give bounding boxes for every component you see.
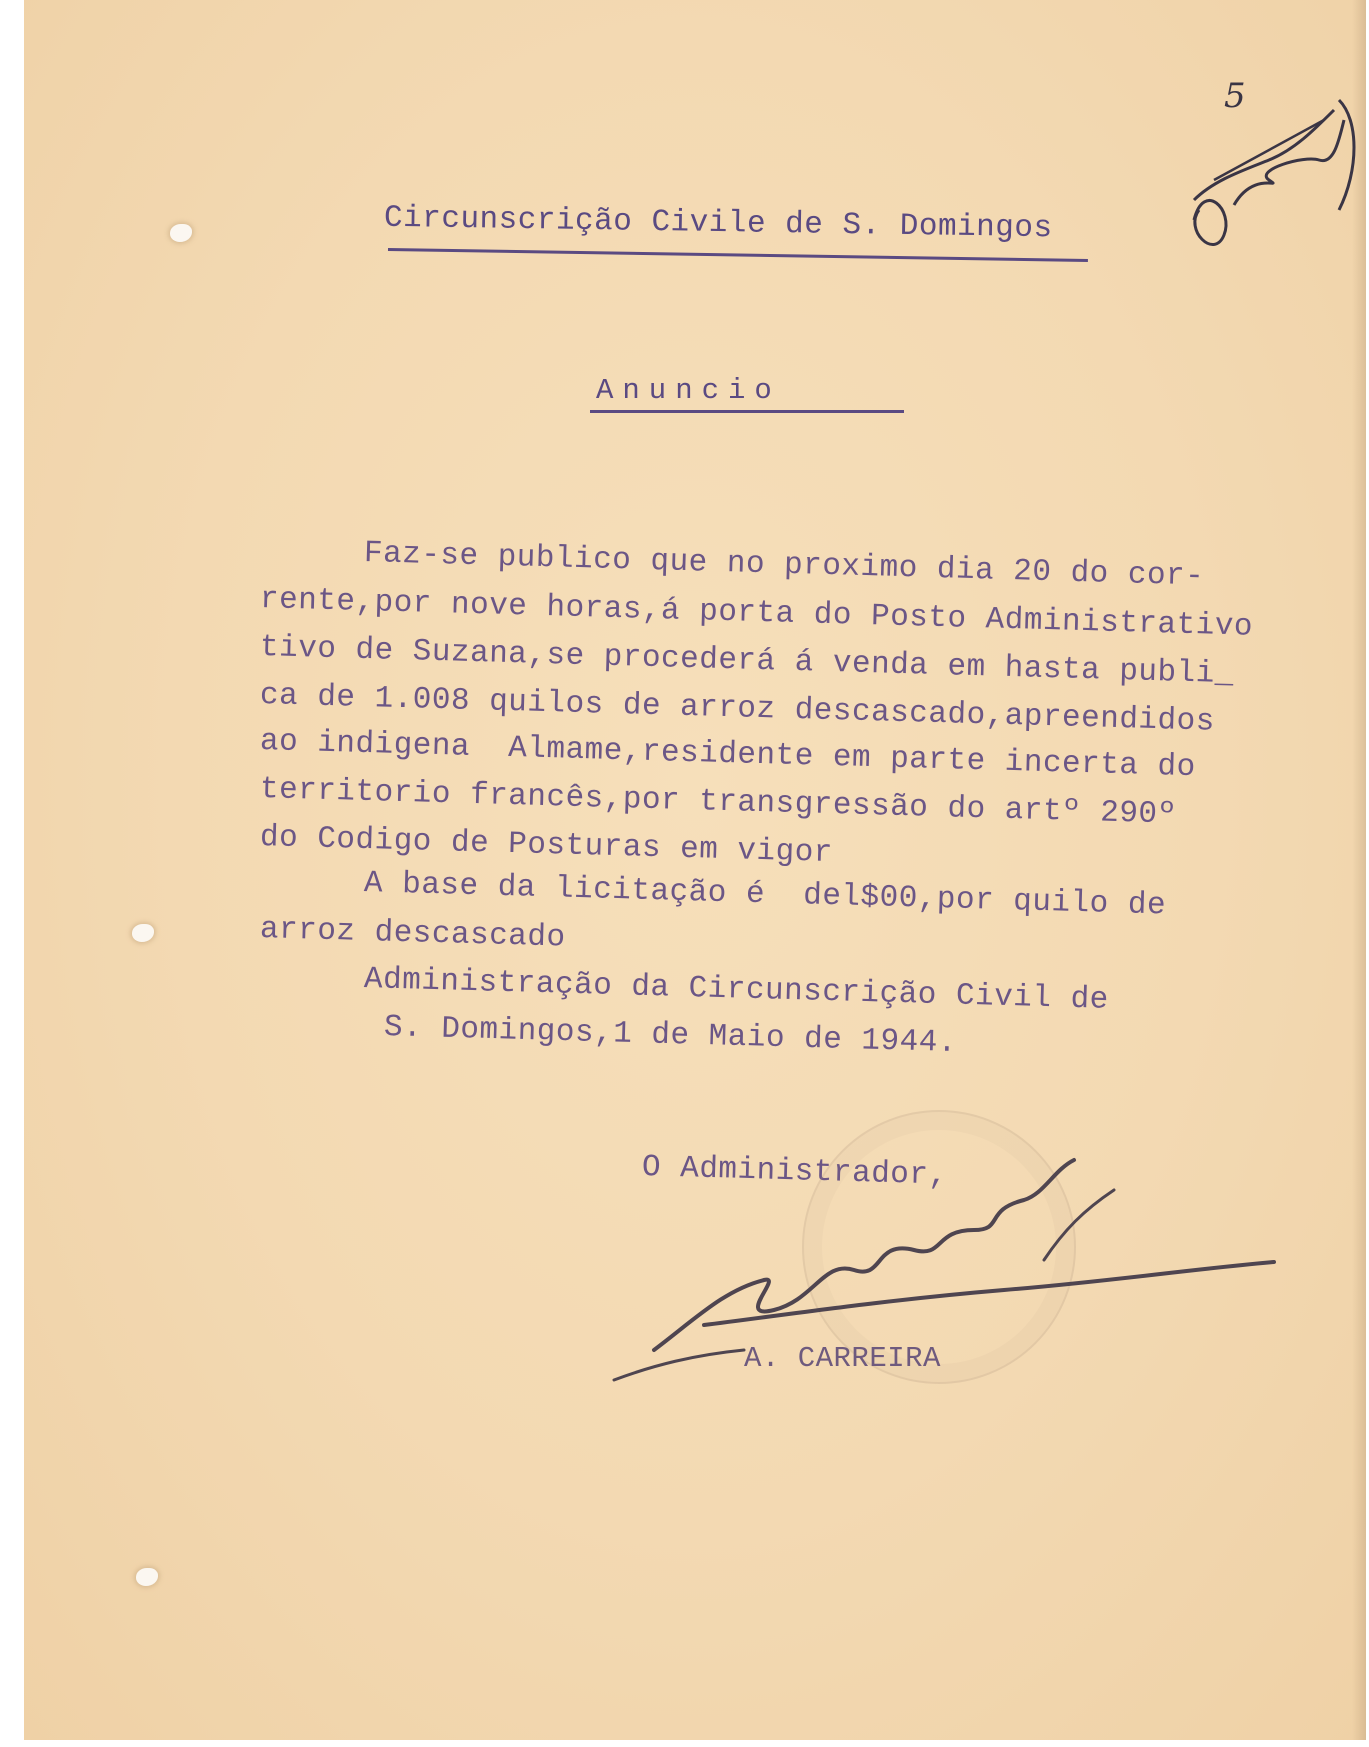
punch-hole-top — [170, 224, 192, 242]
body-line: Administração da Circunscrição Civil de — [363, 962, 1110, 1018]
body-line: tivo de Suzana,se procederá á venda em hasta publi_ — [259, 630, 1235, 693]
folio-number: 5 — [1224, 76, 1246, 116]
body-line: ao indigena Almame,residente em parte incerta do — [259, 724, 1197, 786]
handwritten-initials-mark — [1174, 60, 1364, 250]
document-page — [24, 0, 1366, 1740]
title-underline — [590, 410, 904, 413]
document-title: Anuncio — [596, 374, 781, 407]
body-line: rente,por nove horas,á porta do Posto Administrativo — [259, 582, 1254, 645]
signatory-name: A. CARREIRA — [744, 1342, 941, 1375]
body-line: arroz descascado — [259, 912, 567, 956]
handwritten-signature — [584, 1150, 1304, 1400]
body-line: territorio francês,por transgressão do artº 290º — [259, 772, 1178, 833]
closing-line: O Administrador, — [641, 1150, 949, 1194]
body-line: S. Domingos,1 de Maio de 1944. — [383, 1010, 958, 1061]
header-underline — [388, 248, 1088, 262]
body-line: ca de 1.008 quilos de arroz descascado,apreendidos — [259, 678, 1216, 740]
punch-hole-middle — [132, 924, 154, 942]
body-line: Faz-se publico que no proximo dia 20 do cor- — [363, 536, 1205, 595]
body-line: A base da licitação é del$00,por quilo de — [363, 866, 1167, 924]
page-edge-shadow — [1352, 0, 1366, 1740]
punch-hole-bottom — [136, 1568, 158, 1586]
office-header: Circunscrição Civile de S. Domingos — [383, 200, 1053, 247]
body-line: do Codigo de Posturas em vigor — [259, 820, 834, 871]
